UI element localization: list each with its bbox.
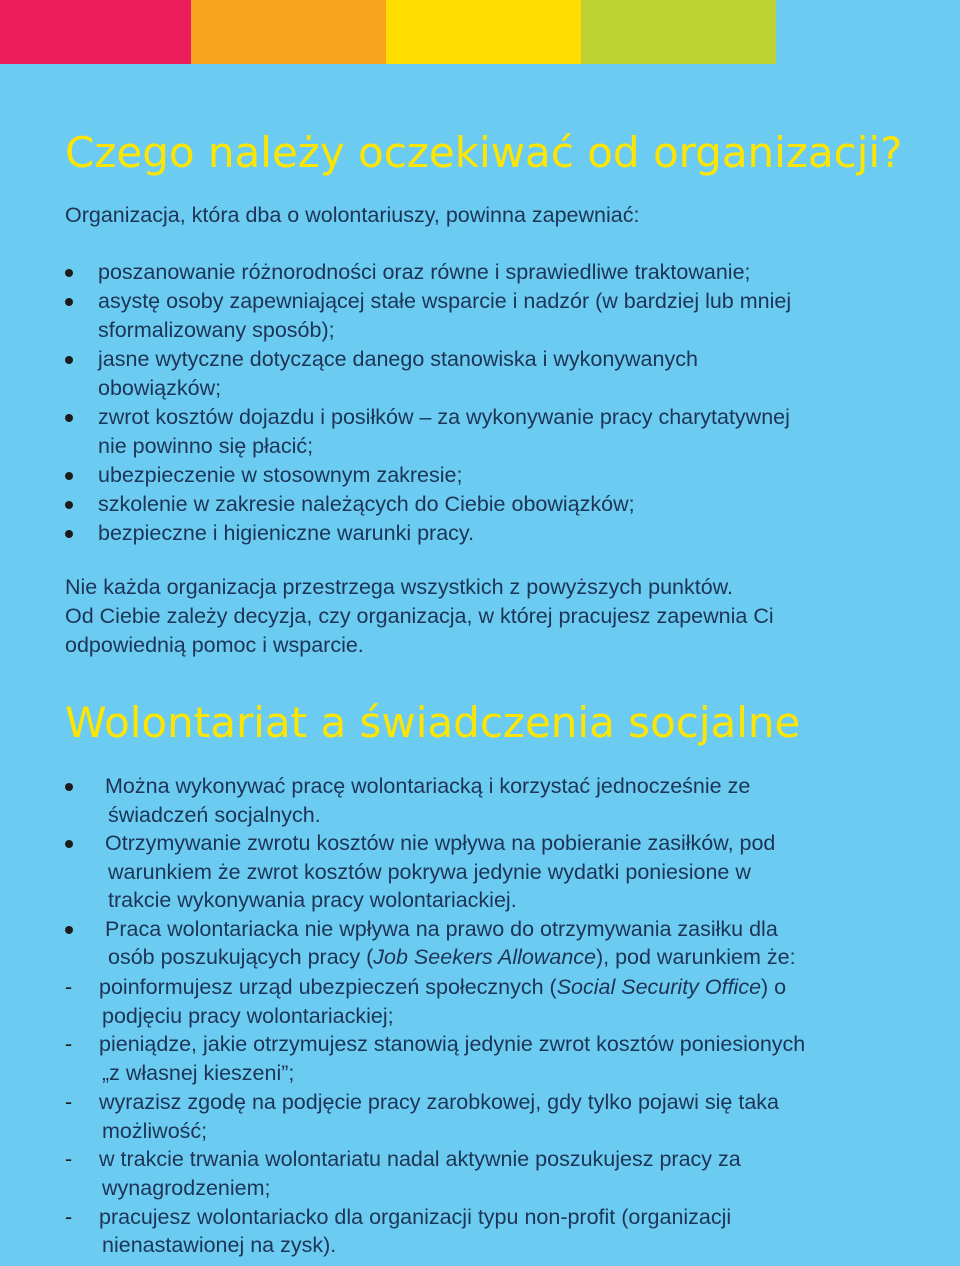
dash-icon: - — [65, 1032, 73, 1057]
text-segment: osób poszukujących pracy ( — [108, 945, 374, 969]
list-item-text: szkolenie w zakresie należących do Ciebie obowiązków; — [98, 492, 635, 516]
list-item-text: pieniądze, jakie otrzymujesz stanowią jedynie zwrot kosztów poniesionych — [99, 1032, 806, 1057]
list-item-text: możliwość; — [102, 1118, 208, 1143]
list-item — [65, 973, 925, 1030]
list-item-text: zwrot kosztów dojazdu i posiłków – za wykonywanie pracy charytatywnej — [98, 405, 790, 429]
bullet-icon — [65, 472, 73, 480]
list-item — [65, 490, 925, 519]
list-item — [65, 1030, 925, 1087]
bullet-icon — [65, 298, 73, 306]
bullet-icon — [65, 783, 73, 791]
text-segment: ), pod warunkiem że: — [595, 945, 796, 969]
list-item-text: trakcie wykonywania pracy wolontariackiej. — [108, 888, 517, 912]
bullet-icon — [65, 926, 73, 934]
list-item-text: nienastawionej na zysk). — [102, 1233, 337, 1258]
list-item — [65, 1203, 925, 1260]
bullet-icon — [65, 501, 73, 509]
bullet-icon — [65, 414, 73, 422]
bullet-icon — [65, 269, 73, 277]
emphasis-text: Job Seekers Allowance — [373, 945, 596, 969]
dash-icon: - — [65, 1147, 73, 1172]
note-paragraph — [65, 573, 925, 660]
list-item-text — [99, 973, 925, 1002]
expectations-list — [65, 258, 925, 548]
list-item-text: w trakcie trwania wolontariatu nadal aktywnie poszukujesz pracy za — [99, 1147, 741, 1172]
benefits-list — [65, 772, 925, 972]
list-item — [65, 461, 925, 490]
list-item — [65, 915, 925, 972]
list-item-text: „z własnej kieszeni”; — [102, 1061, 295, 1086]
list-item-text: ubezpieczenie w stosownym zakresie; — [98, 463, 463, 487]
list-item-text: jasne wytyczne dotyczące danego stanowiska i wykonywanych — [98, 347, 698, 371]
list-item-text: asystę osoby zapewniającej stałe wsparcie i nadzór (w bardziej lub mniej — [98, 289, 792, 313]
section-title-expectations: Czego należy oczekiwać od organizacji? — [65, 128, 903, 177]
list-item-text: podjęciu pracy wolontariackiej; — [102, 1003, 394, 1028]
section-title-benefits: Wolontariat a świadczenia socjalne — [65, 698, 801, 747]
list-item — [65, 1088, 925, 1145]
list-item-text: bezpieczne i higieniczne warunki pracy. — [98, 521, 475, 545]
text-segment: ) o — [761, 975, 787, 999]
list-item — [65, 772, 925, 829]
note-line: odpowiednią pomoc i wsparcie. — [65, 633, 364, 657]
list-item-text: wynagrodzeniem; — [102, 1175, 271, 1200]
list-item — [65, 258, 925, 287]
list-item — [65, 1145, 925, 1202]
list-item-text: obowiązków; — [98, 376, 222, 400]
list-item-text: świadczeń socjalnych. — [108, 802, 321, 827]
list-item — [65, 287, 925, 345]
intro-text: Organizacja, która dba o wolontariuszy, powinna zapewniać: — [65, 203, 640, 227]
list-item — [65, 829, 925, 915]
list-item-text: pracujesz wolontariacko dla organizacji typu non-profit (organizacji — [99, 1204, 732, 1229]
text-segment: poinformujesz urząd ubezpieczeń społecznych ( — [99, 975, 557, 999]
bullet-icon — [65, 840, 73, 848]
emphasis-text: Social Security Office — [556, 975, 762, 999]
list-item — [65, 345, 925, 403]
list-item — [65, 519, 925, 548]
note-line: Od Ciebie zależy decyzja, czy organizacja, w której pracujesz zapewnia Ci — [65, 604, 774, 628]
list-item-text: wyrazisz zgodę na podjęcie pracy zarobkowej, gdy tylko pojawi się taka — [99, 1089, 779, 1114]
list-item-text: Praca wolontariacka nie wpływa na prawo do otrzymywania zasiłku dla — [105, 916, 778, 941]
list-item-text — [105, 943, 925, 972]
bullet-icon — [65, 530, 73, 538]
list-item-text: Otrzymywanie zwrotu kosztów nie wpływa na pobieranie zasiłków, pod — [105, 831, 776, 855]
list-item-text: nie powinno się płacić; — [98, 434, 314, 458]
list-item-text: Można wykonywać pracę wolontariacką i korzystać jednocześnie ze — [105, 774, 751, 798]
list-item-text: sformalizowany sposób); — [98, 318, 335, 342]
conditions-list — [65, 973, 925, 1260]
list-item-text: poszanowanie różnorodności oraz równe i sprawiedliwe traktowanie; — [98, 260, 751, 284]
list-item-text: warunkiem że zwrot kosztów pokrywa jedynie wydatki poniesione w — [108, 859, 751, 884]
dash-icon: - — [65, 975, 73, 999]
note-line: Nie każda organizacja przestrzega wszystkich z powyższych punktów. — [65, 575, 733, 599]
list-item — [65, 403, 925, 461]
dash-icon: - — [65, 1204, 73, 1229]
bullet-icon — [65, 356, 73, 364]
dash-icon: - — [65, 1089, 73, 1114]
